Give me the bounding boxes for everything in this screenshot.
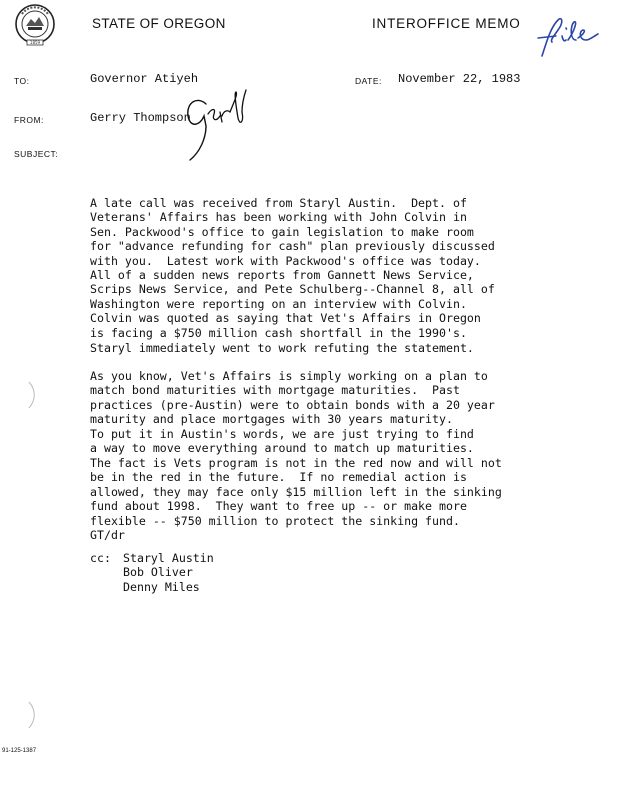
paragraph-1: A late call was received from Staryl Austin. Dept. of Veterans' Affairs has been working with John Colvin in Sen. Packwood's office to gain legislation to make room for "advance refunding for cash" plan previously discussed with you. Latest work with Packwood's office was today. [90,196,495,268]
cc-label: cc: [90,551,111,565]
state-seal-logo [14,2,56,50]
typist-initials: GT/dr [90,528,125,542]
paragraph-5: The fact is Vets program is not in the red now and will not be in the red in the future. If no remedial action is allowed, they may face only $15 million left in the sinking fund about 1998. They want to free up -- or make more flexible -- $750 million to protect the sinking fund. [90,456,502,528]
cc-recipient: Denny Miles [123,579,200,594]
to-label: TO: [14,76,30,86]
handwritten-file-note [528,14,608,60]
binder-hole-mark [26,380,38,410]
document-type: INTEROFFICE MEMO [372,16,521,31]
date-value: November 22, 1983 [398,72,521,86]
paragraph-2: All of a sudden news reports from Gannett News Service, Scrips News Service, and Pete Schulberg--Channel 8, all of Washington were reporting on an interview with Colvin. Colvin was quoted as saying that Vet's Affairs in Oregon is facing a $750 million cash shortfall in the 1990's. [90,268,495,340]
subject-label: SUBJECT: [14,149,59,159]
cc-recipient: Staryl Austin [123,551,214,565]
binder-hole-mark [26,700,38,730]
cc-list [123,551,214,594]
date-label: DATE: [355,76,382,86]
from-value: Gerry Thompson [90,111,191,125]
svg-text:1859: 1859 [29,40,41,45]
to-value: Governor Atiyeh [90,72,199,86]
cc-recipient: Bob Oliver [123,565,193,580]
from-label: FROM: [14,115,44,125]
handwritten-initials [176,82,250,164]
state-name: STATE OF OREGON [92,16,226,31]
paragraph-4: As you know, Vet's Affairs is simply working on a plan to match bond maturities with mortgage maturities. Past practices (pre-Austin) were to obtain bonds with a 20 year maturity and place mortgages with 30 years maturity. To put it in Austin's words, we are just trying to find a way to move everything around to match up maturities. [90,369,495,456]
form-number: 91-125-1387 [2,748,37,754]
paragraph-3: Staryl immediately went to work refuting the statement. [90,341,474,355]
